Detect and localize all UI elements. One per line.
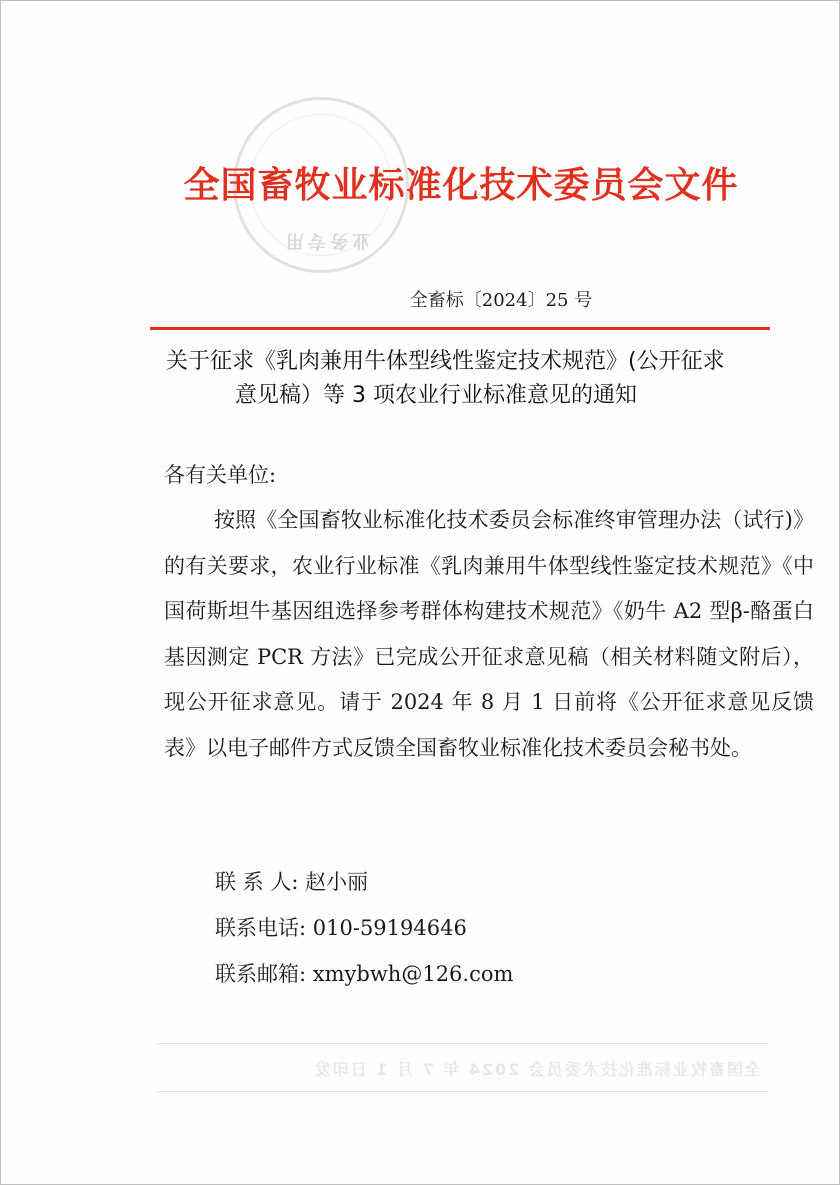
notice-title — [166, 345, 726, 413]
header-title: 全国畜牧业标准化技术委员会文件 — [183, 165, 739, 206]
contact-email-row — [215, 951, 513, 997]
bleed-through-line-top — [157, 1043, 769, 1044]
seal-text: 业务专用 — [282, 230, 370, 251]
red-divider-line — [150, 327, 770, 330]
contact-phone-label: 联系电话: — [215, 916, 307, 940]
contact-email-value: xmybwh@126.com — [312, 962, 514, 986]
contact-person-row — [215, 859, 513, 905]
notice-title-line1: 关于征求《乳肉兼用牛体型线性鉴定技术规范》(公开征求 — [166, 349, 725, 374]
contact-block — [215, 859, 513, 997]
bleed-through-line-bottom — [157, 1091, 769, 1092]
bleed-through-text: 全国畜牧业标准化技术委员会 2024 年 7 月 1 日印发 — [312, 1060, 761, 1079]
contact-person-value: 赵小丽 — [305, 870, 369, 894]
contact-email-label: 联系邮箱: — [215, 962, 307, 986]
contact-person-label: 联 系 人: — [215, 870, 299, 894]
document-number: 全畜标〔2024〕25 号 — [409, 290, 593, 311]
body-paragraph: 按照《全国畜牧业标准化技术委员会标准终审管理办法（试行)》的有关要求，农业行业标准《乳肉兼用牛体型线性鉴定技术规范》《中国荷斯坦牛基因组选择参考群体构建技术规范》《奶牛 A2 型β-酪蛋白基因测定 PCR 方法》已完成公开征求意见稿（相关材料随文附后），现公开征求意见。请于 2024 年 8 月 1 日前将《公开征求意见反馈表》以电子邮件方式反馈全国畜牧业标准化技术委员会秘书处。 — [164, 508, 814, 760]
contact-phone-value: 010-59194646 — [312, 916, 467, 940]
notice-title-line2: 意见稿）等 3 项农业行业标准意见的通知 — [235, 383, 637, 408]
contact-phone-row — [215, 905, 513, 951]
salutation: 各有关单位: — [164, 463, 277, 487]
